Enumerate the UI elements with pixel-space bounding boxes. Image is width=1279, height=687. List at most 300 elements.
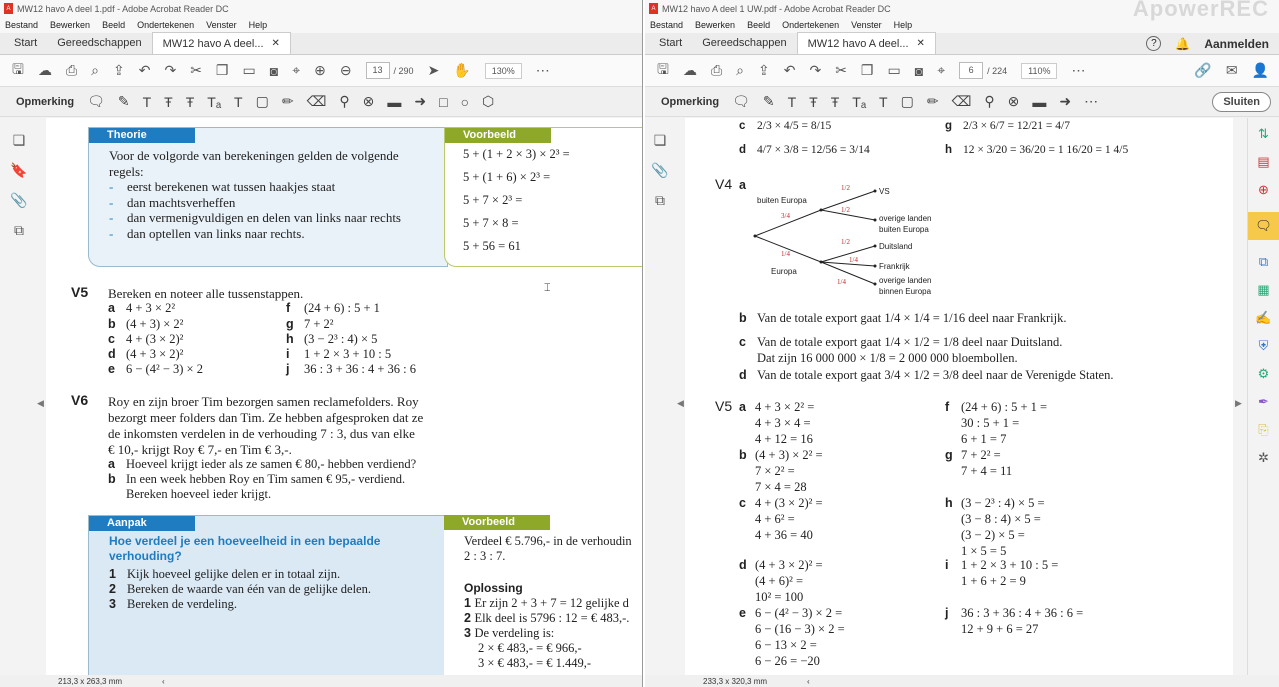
voorbeeld-box — [444, 127, 642, 267]
item-letter: g — [286, 317, 294, 331]
pencil-icon[interactable]: ✏ — [281, 93, 294, 109]
theorie-rule: - eerst berekenen wat tussen haakjes staat — [109, 179, 401, 195]
v6-item-a: a Hoeveel krijgt ieder als ze samen € 80,- hebben verdiend? — [108, 457, 417, 471]
item-text: (24 + 6) : 5 + 1 — [304, 301, 380, 315]
oval-icon[interactable]: ○ — [460, 93, 470, 110]
tab-bar — [645, 33, 1279, 55]
v5-answer-line: 6 − 13 × 2 = — [755, 638, 817, 652]
tab-bar — [0, 33, 642, 55]
tree-node — [754, 235, 757, 238]
menu-help[interactable]: Help — [248, 20, 268, 30]
highlight-icon[interactable]: ✎ — [117, 93, 130, 109]
tree-probability: 1/2 — [841, 184, 850, 192]
fill-sign-icon[interactable]: ✍ — [1255, 310, 1272, 325]
more-icon[interactable]: ⋯ — [1084, 93, 1099, 109]
window-title: MW12 havo A deel 1.pdf - Adobe Acrobat Reader DC — [17, 3, 229, 14]
v5-answer-letter: i — [945, 558, 949, 572]
item-letter: b — [108, 317, 116, 331]
tree-node — [874, 283, 877, 286]
tree-probability: 1/4 — [849, 256, 858, 264]
voorbeeld-line: 5 + (1 + 6) × 2³ = — [463, 170, 551, 184]
tree-label: VS — [879, 187, 890, 196]
menu-venster[interactable]: Venster — [851, 20, 882, 30]
item-letter: f — [286, 301, 291, 315]
v5-answer-letter: a — [739, 400, 746, 414]
add-text-icon[interactable]: T — [879, 93, 888, 110]
v5-item — [286, 317, 334, 332]
menu-bewerken[interactable]: Bewerken — [50, 20, 91, 30]
attach-icon[interactable]: ⊗ — [1007, 93, 1020, 109]
v6-item-b: b In een week hebben Roy en Tim samen € 95,- verdiend. — [108, 472, 406, 486]
v5-answer-line: 7 × 4 = 28 — [755, 480, 807, 494]
menu-help[interactable]: Help — [893, 20, 913, 30]
v5-answer-letter: e — [739, 606, 746, 620]
sign-icon[interactable]: ✒ — [1258, 394, 1269, 409]
tree-branch — [755, 236, 821, 262]
tab-document-label: MW12 havo A deel... — [162, 37, 264, 50]
copy-icon[interactable]: ❐ — [860, 62, 874, 78]
v4-answer-c-2: Dat zijn 16 000 000 × 1/8 = 2 000 000 bloembollen. — [757, 351, 1018, 365]
undo-icon[interactable]: ↶ — [138, 62, 151, 78]
help-icon[interactable]: ? — [1146, 36, 1161, 51]
theorie-rule: - dan machtsverheffen — [109, 195, 401, 211]
collapse-right-icon[interactable]: ▶ — [1235, 398, 1242, 408]
step-text: Elk deel is 5796 : 12 = € 483,-. — [474, 611, 630, 625]
v5-item — [108, 332, 183, 347]
item-letter: g — [945, 120, 953, 132]
step-text: Bereken de waarde van één van de gelijke delen. — [127, 582, 371, 596]
combine-files-icon[interactable]: ⧉ — [1258, 254, 1269, 269]
theorie-intro-2: regels: — [109, 163, 144, 179]
comment-toolbar — [645, 87, 1279, 117]
v4-answer-d: d Van de totale export gaat 3/4 × 1/2 = 3/8 deel naar de Verenigde Staten. — [739, 368, 1114, 382]
v5-answer-line: 6 − (4² − 3) × 2 = — [755, 606, 843, 620]
step-text: Bereken de verdeling. — [127, 597, 238, 611]
item-text: 2/3 × 6/7 = 12/21 = 4/7 — [963, 120, 1070, 132]
item-text: Van de totale export gaat 1/4 × 1/2 = 1/8 deel naar Duitsland. — [757, 335, 1063, 349]
v5-answer-letter: j — [945, 606, 949, 620]
sticky-note-icon[interactable]: 🗨 — [87, 93, 105, 109]
upload-icon[interactable]: ☁ — [682, 62, 697, 78]
menu-beeld[interactable]: Beeld — [102, 20, 126, 30]
search-icon[interactable]: ⌕ — [91, 62, 99, 78]
eraser-icon[interactable]: ⌫ — [951, 93, 972, 109]
v5-answer-line: 4 + 6² = — [755, 512, 795, 526]
v6-item-b-2: Bereken hoeveel ieder krijgt. — [126, 487, 272, 501]
page-total: / 290 — [393, 65, 414, 76]
share-user-icon[interactable]: 👤 — [1251, 62, 1269, 78]
find-icon[interactable]: ⌖ — [292, 62, 301, 78]
menu-ondertekenen[interactable]: Ondertekenen — [137, 20, 195, 30]
pages-icon[interactable]: ❏ — [12, 132, 26, 148]
organize-pages-icon[interactable]: ▦ — [1257, 282, 1270, 297]
v5-answer-line: (3 − 2³ : 4) × 5 = — [961, 496, 1045, 510]
layers-icon[interactable]: ⧉ — [655, 192, 665, 208]
replace-text-icon[interactable]: Ŧ — [830, 93, 840, 110]
aanpak-box — [88, 515, 448, 675]
more-icon[interactable]: ⋯ — [1071, 62, 1086, 78]
protect-icon[interactable]: ⛨ — [1258, 338, 1269, 353]
arrow-icon[interactable]: ➜ — [1059, 93, 1072, 109]
aanpak-step — [109, 567, 340, 582]
tab-start[interactable]: Start — [659, 37, 683, 49]
close-tab-icon[interactable]: ✕ — [916, 38, 925, 49]
item-text: 12 × 3/20 = 36/20 = 1 16/20 = 1 4/5 — [963, 144, 1129, 156]
item-text: In een week hebben Roy en Tim samen € 95,- verdiend. — [126, 472, 406, 486]
v5-item — [286, 301, 380, 316]
item-text: 4/7 × 3/8 = 12/56 = 3/14 — [757, 144, 870, 156]
tab-tools[interactable]: Gereedschappen — [702, 37, 787, 49]
status-bar — [645, 675, 1279, 687]
line-icon[interactable]: ▬ — [1032, 93, 1047, 110]
layers-icon[interactable]: ⧉ — [14, 222, 24, 238]
item-text: 6 − (4² − 3) × 2 — [126, 362, 203, 376]
create-pdf-icon[interactable]: ⊕ — [1258, 182, 1269, 197]
bookmark-icon[interactable]: 🔖 — [10, 162, 28, 178]
item-letter: h — [945, 144, 953, 156]
menu-bestand[interactable]: Bestand — [650, 20, 684, 30]
tree-probability: 1/4 — [781, 250, 790, 258]
v5-answer-line: (24 + 6) : 5 + 1 = — [961, 400, 1048, 414]
pdf-page-left — [46, 118, 642, 675]
v5-answer-line: 4 + 3 × 4 = — [755, 416, 811, 430]
step-text: De verdeling is: — [474, 626, 555, 640]
tree-probability: 1/4 — [837, 278, 846, 286]
v5-answer-line: 10² = 100 — [755, 590, 804, 604]
mail-icon[interactable]: ✉ — [1225, 62, 1238, 78]
insert-text-icon[interactable]: Tₐ — [852, 93, 867, 110]
attachment-icon[interactable]: 📎 — [651, 162, 669, 178]
edit-pdf-icon[interactable]: ▤ — [1257, 154, 1270, 169]
export-icon[interactable]: ⇪ — [112, 62, 125, 78]
highlight-icon[interactable]: ✎ — [762, 93, 775, 109]
step-text: Er zijn 2 + 3 + 7 = 12 gelijke d — [474, 596, 629, 610]
question-number-v4: V4 — [715, 176, 733, 192]
v6-line: € 10,- krijgt Roy € 7,- en Tim € 3,-. — [108, 442, 292, 457]
link-icon[interactable]: 🔗 — [1194, 62, 1212, 78]
bell-icon[interactable]: 🔔 — [1175, 36, 1191, 51]
tree-branch — [821, 246, 875, 262]
question-number-v5: V5 — [71, 284, 89, 300]
close-tab-icon[interactable]: ✕ — [271, 38, 280, 49]
tab-document[interactable] — [797, 32, 936, 54]
export-pdf-icon[interactable]: ⇅ — [1258, 126, 1269, 141]
watermark: ApowerREC — [1132, 0, 1269, 21]
print-icon[interactable]: ⎙ — [710, 62, 723, 78]
question-number-v5: V5 — [715, 398, 733, 414]
step-number: 2 — [109, 582, 116, 596]
menu-beeld[interactable]: Beeld — [747, 20, 771, 30]
hand-tool-icon[interactable]: ✋ — [453, 62, 471, 78]
page-up-icon[interactable]: ⊕ — [314, 62, 326, 78]
zoom-select[interactable]: 130% — [485, 63, 522, 79]
arrow-icon[interactable]: ➜ — [414, 93, 427, 109]
page-total: / 224 — [987, 65, 1008, 76]
theorie-label: Theorie — [89, 128, 195, 143]
status-bar — [0, 675, 642, 687]
page-number-input[interactable]: 13 — [366, 62, 390, 79]
tree-label: buiten Europa — [757, 196, 807, 205]
v5-answer-line: (3 − 8 : 4) × 5 = — [961, 512, 1041, 526]
more-icon[interactable]: ⋯ — [535, 62, 550, 78]
oplossing-line: 2 × € 483,- = € 966,- — [478, 641, 582, 655]
select-cursor-icon[interactable]: ➤ — [427, 62, 440, 78]
line-icon[interactable]: ▬ — [387, 93, 402, 110]
close-button[interactable]: Sluiten — [1212, 92, 1271, 112]
optimize-icon[interactable]: ⚙ — [1257, 366, 1270, 381]
eraser-icon[interactable]: ⌫ — [306, 93, 327, 109]
sign-in-button[interactable]: Aanmelden — [1204, 36, 1269, 51]
tree-node — [820, 261, 823, 264]
tree-node — [820, 209, 823, 212]
v5-answer-line: (4 + 3) × 2² = — [755, 448, 823, 462]
zoom-select[interactable]: 110% — [1021, 63, 1057, 79]
item-text: 4 + 3 × 2² — [126, 301, 176, 315]
page-nav — [959, 62, 1007, 79]
tree-label: binnen Europa — [879, 287, 932, 296]
v5-item — [108, 362, 203, 377]
theorie-text — [109, 148, 401, 241]
item-text: Van de totale export gaat 1/4 × 1/4 = 1/16 deel naar Frankrijk. — [757, 311, 1067, 325]
text-box-icon[interactable]: ▢ — [900, 93, 914, 109]
rectangle-icon[interactable]: □ — [439, 93, 448, 110]
item-letter: d — [108, 347, 116, 361]
cut-icon[interactable]: ✂ — [190, 62, 202, 78]
v5-answer-line: 6 − 26 = −20 — [755, 654, 820, 668]
v5-answer-line: 1 + 2 × 3 + 10 : 5 = — [961, 558, 1059, 572]
scroll-left-icon[interactable]: ‹ — [162, 676, 165, 686]
item-letter: c — [739, 120, 746, 132]
text-cursor-icon: ⌶ — [544, 282, 551, 294]
v6-line: Roy en zijn broer Tim bezorgen samen reclamefolders. Roy — [108, 394, 419, 409]
collapse-left-icon[interactable]: ◀ — [677, 398, 684, 408]
v5-answer-line: 7 + 2² = — [961, 448, 1001, 462]
step-text: Kijk hoeveel gelijke delen er in totaal zijn. — [127, 567, 341, 581]
v5-answer-line: (4 + 3 × 2)² = — [755, 558, 823, 572]
v5-item — [286, 332, 377, 347]
tree-probability: 3/4 — [781, 212, 790, 220]
v5-answer-line: 12 + 9 + 6 = 27 — [961, 622, 1039, 636]
v5-item — [108, 317, 183, 332]
collapse-left-icon[interactable]: ◀ — [37, 398, 44, 408]
theorie-box — [88, 127, 448, 267]
tree-label: Europa — [771, 267, 797, 276]
v5-answer-line: 1 + 6 + 2 = 9 — [961, 574, 1026, 588]
v5-answer-line: 30 : 5 + 1 = — [961, 416, 1020, 430]
voorbeeld2-label: Voorbeeld — [444, 515, 550, 530]
answer-d — [739, 144, 870, 156]
scroll-left-icon[interactable]: ‹ — [807, 676, 810, 686]
voorbeeld-line: 5 + 7 × 2³ = — [463, 193, 523, 207]
snapshot-icon[interactable]: ◙ — [914, 62, 924, 79]
voorbeeld2-line: 2 : 3 : 7. — [464, 549, 506, 563]
item-text: 7 + 2² — [304, 317, 334, 331]
tree-label: Duitsland — [879, 242, 913, 251]
account-area — [1146, 36, 1269, 51]
pdf-page-right — [685, 118, 1233, 675]
tab-document-label: MW12 havo A deel... — [807, 37, 909, 50]
replace-text-icon[interactable]: Ŧ — [185, 93, 195, 110]
menu-venster[interactable]: Venster — [206, 20, 237, 30]
stamp-icon[interactable]: ⚲ — [339, 93, 350, 109]
answer-h — [945, 144, 1128, 156]
text-icon[interactable]: T — [142, 93, 152, 110]
theorie-intro-1: Voor de volgorde van berekeningen gelden de volgende — [109, 148, 399, 163]
tree-label: overige landen — [879, 214, 932, 223]
item-letter: d — [739, 144, 747, 156]
tree-node — [874, 265, 877, 268]
menu-bewerken[interactable]: Bewerken — [695, 20, 736, 30]
voorbeeld2-line: Verdeel € 5.796,- in de verhoudin — [464, 534, 632, 548]
tab-start[interactable]: Start — [14, 37, 38, 49]
window-title: MW12 havo A deel 1 UW.pdf - Adobe Acrobat Reader DC — [662, 3, 891, 14]
export-icon[interactable]: ⇪ — [757, 62, 770, 78]
tab-tools[interactable]: Gereedschappen — [57, 37, 142, 49]
v5-answer-line: 36 : 3 + 36 : 4 + 36 : 6 = — [961, 606, 1084, 620]
polygon-icon[interactable]: ⬡ — [482, 93, 495, 109]
text-box-icon[interactable]: ▢ — [255, 93, 269, 109]
item-text: (3 − 2³ : 4) × 5 — [304, 332, 378, 346]
attachment-icon[interactable]: 📎 — [10, 192, 28, 208]
cut-icon[interactable]: ✂ — [835, 62, 847, 78]
strikethrough-icon[interactable]: Ŧ — [809, 93, 818, 110]
tree-node — [874, 245, 877, 248]
right-acrobat-window — [645, 0, 1279, 687]
print-icon[interactable]: ⎙ — [65, 62, 78, 78]
menu-bar — [0, 17, 642, 33]
theorie-rule: - dan optellen van links naar rechts. — [109, 226, 401, 242]
strikethrough-icon[interactable]: Ŧ — [164, 93, 173, 110]
answer-c — [739, 120, 831, 132]
oplossing-heading: Oplossing — [464, 581, 523, 595]
tree-node — [874, 190, 877, 193]
answer-g — [945, 120, 1070, 132]
redo-icon[interactable]: ↷ — [164, 62, 177, 78]
redo-icon[interactable]: ↷ — [809, 62, 822, 78]
v5-answer-line: 1 × 5 = 5 — [961, 544, 1007, 558]
tab-document[interactable] — [152, 32, 291, 54]
page-nav — [366, 62, 414, 79]
v5-item — [286, 347, 391, 362]
more-tools-icon[interactable]: ✲ — [1258, 450, 1269, 465]
save-icon[interactable]: 🖫 — [12, 60, 24, 77]
v4-answer-b: b Van de totale export gaat 1/4 × 1/4 = 1/16 deel naar Frankrijk. — [739, 311, 1067, 325]
right-tools-rail — [1247, 118, 1279, 675]
page-size: 233,3 x 320,3 mm — [703, 676, 768, 686]
tree-probability: 1/2 — [841, 238, 850, 246]
upload-icon[interactable]: ☁ — [37, 62, 52, 78]
main-toolbar — [0, 55, 642, 87]
search-icon[interactable]: ⌕ — [736, 62, 744, 78]
v5-question: Bereken en noteer alle tussenstappen. — [108, 286, 304, 301]
v5-answer-letter: c — [739, 496, 746, 510]
pdf-icon: A — [649, 3, 658, 14]
item-text: 4 + (3 × 2)² — [126, 332, 184, 346]
v5-answer-line: 4 + 3 × 2² = — [755, 400, 815, 414]
item-letter: c — [108, 332, 115, 346]
v5-answer-line: 6 + 1 = 7 — [961, 432, 1007, 446]
v5-answer-letter: f — [945, 400, 950, 414]
item-letter: a — [108, 301, 115, 315]
text-icon[interactable]: T — [787, 93, 797, 110]
page-down-icon[interactable]: ⊖ — [339, 62, 352, 78]
sticky-note-icon[interactable]: 🗨 — [732, 93, 750, 109]
title-bar — [0, 0, 642, 17]
tree-node — [874, 219, 877, 222]
pencil-icon[interactable]: ✏ — [926, 93, 939, 109]
aanpak-title: Hoe verdeel je een hoeveelheid in een bepaalde verhouding? — [109, 534, 381, 563]
voorbeeld-label: Voorbeeld — [445, 128, 551, 143]
tree-probability: 1/2 — [841, 206, 850, 214]
comment-label: Opmerking — [16, 95, 75, 108]
stamp-icon[interactable]: ⚲ — [984, 93, 995, 109]
voorbeeld-line: 5 + (1 + 2 × 3) × 2³ = — [463, 147, 570, 161]
item-text: 2/3 × 4/5 = 8/15 — [757, 120, 832, 132]
v5-answer-letter: b — [739, 448, 747, 462]
undo-icon[interactable]: ↶ — [783, 62, 796, 78]
probability-tree-diagram — [745, 176, 975, 301]
main-toolbar — [645, 55, 1279, 87]
voorbeeld2-box — [444, 515, 642, 675]
theorie-rule: - dan vermenigvuldigen en delen van links naar rechts — [109, 210, 401, 226]
menu-ondertekenen[interactable]: Ondertekenen — [782, 20, 840, 30]
v6-line: de inkomsten verdelen in de verhouding 7 : 3, dus van elke — [108, 426, 415, 441]
paste-icon[interactable]: ▭ — [242, 62, 256, 78]
attach-icon[interactable]: ⊗ — [362, 93, 375, 109]
v5-answer-line: 4 + 12 = 16 — [755, 432, 813, 446]
copy-icon[interactable]: ❐ — [215, 62, 229, 78]
aanpak-step — [109, 582, 371, 597]
pdf-icon: A — [4, 3, 13, 14]
item-letter: e — [108, 362, 115, 376]
page-number-input[interactable]: 6 — [959, 62, 983, 79]
v5-item — [286, 362, 416, 377]
v5-answer-letter: g — [945, 448, 953, 462]
v4-answer-c: c Van de totale export gaat 1/4 × 1/2 = 1/8 deel naar Duitsland. — [739, 335, 1063, 349]
v5-item — [108, 347, 183, 362]
v5-answer-line: 7 × 2² = — [755, 464, 795, 478]
item-text: (4 + 3) × 2² — [126, 317, 184, 331]
step-number: 1 — [109, 567, 116, 581]
item-letter: h — [286, 332, 294, 346]
item-text: Van de totale export gaat 3/4 × 1/2 = 3/8 deel naar de Verenigde Staten. — [757, 368, 1114, 382]
send-review-icon[interactable]: ⎘ — [1258, 422, 1269, 437]
item-letter: a — [739, 178, 746, 192]
tree-label: buiten Europa — [879, 225, 929, 234]
menu-bestand[interactable]: Bestand — [5, 20, 39, 30]
add-text-icon[interactable]: T — [234, 93, 243, 110]
insert-text-icon[interactable]: Tₐ — [207, 93, 222, 110]
comment-tool-icon[interactable]: 🗨 — [1248, 212, 1279, 240]
save-icon[interactable]: 🖫 — [657, 60, 669, 77]
v5-answer-line: 6 − (16 − 3) × 2 = — [755, 622, 845, 636]
pages-icon[interactable]: ❏ — [653, 132, 667, 148]
v5-answer-letter: h — [945, 496, 953, 510]
snapshot-icon[interactable]: ◙ — [269, 62, 279, 79]
title-bar — [645, 0, 1279, 21]
item-letter: i — [286, 347, 290, 361]
voorbeeld-line: 5 + 7 × 8 = — [463, 216, 519, 230]
paste-icon[interactable]: ▭ — [887, 62, 901, 78]
v5-answer-line: 4 + 36 = 40 — [755, 528, 813, 542]
question-number-v6: V6 — [71, 392, 89, 408]
oplossing-step: 1 Er zijn 2 + 3 + 7 = 12 gelijke d — [464, 596, 629, 610]
find-icon[interactable]: ⌖ — [937, 62, 946, 78]
v5-answer-line: (3 − 2) × 5 = — [961, 528, 1025, 542]
v5-answer-line: 7 + 4 = 11 — [961, 464, 1013, 478]
item-letter: j — [286, 362, 290, 376]
item-text: Hoeveel krijgt ieder als ze samen € 80,- hebben verdiend? — [126, 457, 417, 471]
